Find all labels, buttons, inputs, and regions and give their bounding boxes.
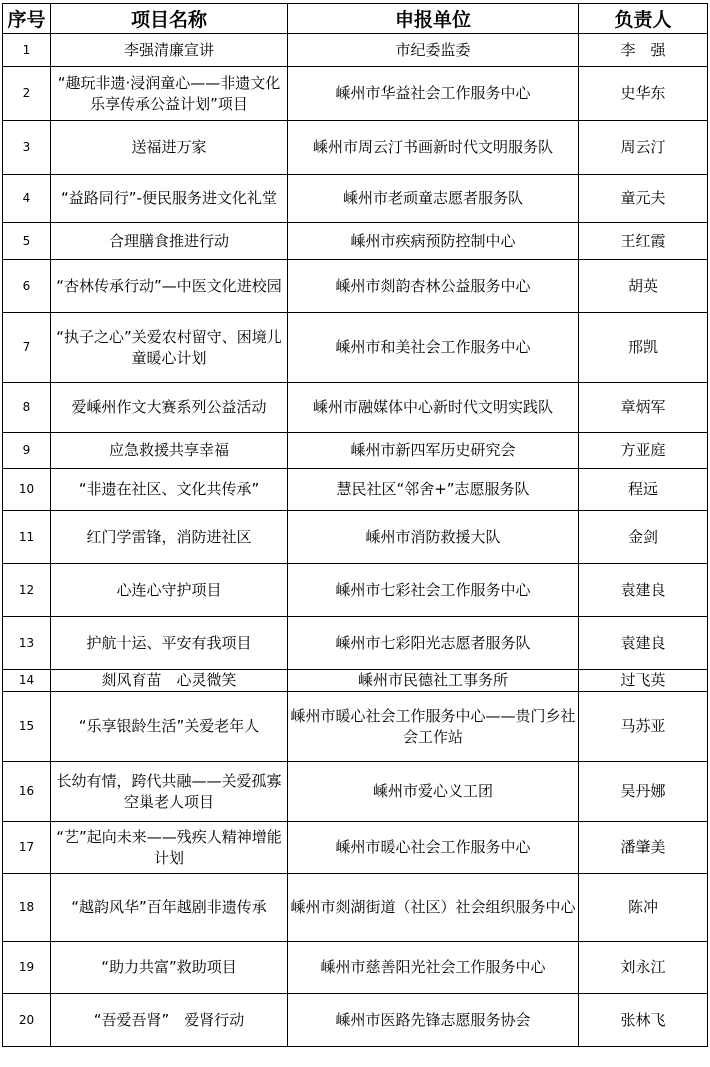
row-number: 2	[3, 67, 51, 121]
project-table	[2, 3, 708, 1047]
table-row	[3, 874, 708, 942]
person-in-charge: 童元夫	[579, 175, 708, 223]
project-name: 心连心守护项目	[51, 564, 288, 617]
table-row	[3, 67, 708, 121]
person-in-charge: 王红霞	[579, 223, 708, 260]
table-row	[3, 34, 708, 67]
row-number: 4	[3, 175, 51, 223]
person-in-charge: 袁建良	[579, 617, 708, 670]
table-row	[3, 564, 708, 617]
applicant-unit: 嵊州市七彩阳光志愿者服务队	[288, 617, 579, 670]
header-project-name: 项目名称	[51, 4, 288, 34]
header-person-in-charge: 负责人	[579, 4, 708, 34]
header-row	[3, 4, 708, 34]
project-name: 长幼有情，跨代共融——关爱孤寡空巢老人项目	[51, 762, 288, 822]
person-in-charge: 金剑	[579, 511, 708, 564]
table-row	[3, 511, 708, 564]
row-number: 1	[3, 34, 51, 67]
applicant-unit: 慧民社区“邻舍+”志愿服务队	[288, 469, 579, 511]
row-number: 17	[3, 822, 51, 874]
person-in-charge: 程远	[579, 469, 708, 511]
applicant-unit: 嵊州市剡韵杏林公益服务中心	[288, 260, 579, 313]
project-name: “吾爱吾肾” 爱肾行动	[51, 994, 288, 1047]
applicant-unit: 嵊州市七彩社会工作服务中心	[288, 564, 579, 617]
project-name: 合理膳食推进行动	[51, 223, 288, 260]
project-name: 李强清廉宣讲	[51, 34, 288, 67]
person-in-charge: 邢凯	[579, 313, 708, 383]
project-name: 护航十运、平安有我项目	[51, 617, 288, 670]
project-name: “非遗在社区、文化共传承”	[51, 469, 288, 511]
person-in-charge: 潘肇美	[579, 822, 708, 874]
table-row	[3, 433, 708, 469]
project-name: 剡风育苗 心灵微笑	[51, 670, 288, 692]
project-name: “艺”起向未来——残疾人精神增能计划	[51, 822, 288, 874]
table-row	[3, 175, 708, 223]
row-number: 3	[3, 121, 51, 175]
table-row	[3, 617, 708, 670]
project-name: “乐享银龄生活”关爱老年人	[51, 692, 288, 762]
person-in-charge: 刘永江	[579, 942, 708, 994]
project-name: 红门学雷锋，消防进社区	[51, 511, 288, 564]
applicant-unit: 嵊州市周云汀书画新时代文明服务队	[288, 121, 579, 175]
project-name: 爱嵊州作文大赛系列公益活动	[51, 383, 288, 433]
table-row	[3, 223, 708, 260]
table-row	[3, 942, 708, 994]
applicant-unit: 市纪委监委	[288, 34, 579, 67]
applicant-unit: 嵊州市疾病预防控制中心	[288, 223, 579, 260]
person-in-charge: 吴丹娜	[579, 762, 708, 822]
row-number: 13	[3, 617, 51, 670]
row-number: 15	[3, 692, 51, 762]
applicant-unit: 嵊州市民德社工事务所	[288, 670, 579, 692]
person-in-charge: 章炳军	[579, 383, 708, 433]
row-number: 10	[3, 469, 51, 511]
row-number: 14	[3, 670, 51, 692]
table-row	[3, 670, 708, 692]
applicant-unit: 嵊州市暖心社会工作服务中心——贵门乡社会工作站	[288, 692, 579, 762]
applicant-unit: 嵊州市新四军历史研究会	[288, 433, 579, 469]
row-number: 5	[3, 223, 51, 260]
table-row	[3, 383, 708, 433]
applicant-unit: 嵊州市消防救援大队	[288, 511, 579, 564]
person-in-charge: 史华东	[579, 67, 708, 121]
table-row	[3, 121, 708, 175]
applicant-unit: 嵊州市华益社会工作服务中心	[288, 67, 579, 121]
row-number: 7	[3, 313, 51, 383]
person-in-charge: 马苏亚	[579, 692, 708, 762]
person-in-charge: 周云汀	[579, 121, 708, 175]
row-number: 8	[3, 383, 51, 433]
applicant-unit: 嵊州市剡湖街道（社区）社会组织服务中心	[288, 874, 579, 942]
project-name: “越韵风华”百年越剧非遗传承	[51, 874, 288, 942]
applicant-unit: 嵊州市医路先锋志愿服务协会	[288, 994, 579, 1047]
person-in-charge: 胡英	[579, 260, 708, 313]
person-in-charge: 方亚庭	[579, 433, 708, 469]
row-number: 9	[3, 433, 51, 469]
table-row	[3, 692, 708, 762]
project-name: “杏林传承行动”—中医文化进校园	[51, 260, 288, 313]
row-number: 20	[3, 994, 51, 1047]
row-number: 18	[3, 874, 51, 942]
table-row	[3, 994, 708, 1047]
row-number: 16	[3, 762, 51, 822]
applicant-unit: 嵊州市和美社会工作服务中心	[288, 313, 579, 383]
person-in-charge: 袁建良	[579, 564, 708, 617]
table-row	[3, 313, 708, 383]
applicant-unit: 嵊州市慈善阳光社会工作服务中心	[288, 942, 579, 994]
table-row	[3, 822, 708, 874]
row-number: 11	[3, 511, 51, 564]
person-in-charge: 过飞英	[579, 670, 708, 692]
header-no: 序号	[3, 4, 51, 34]
person-in-charge: 李 强	[579, 34, 708, 67]
project-name: “益路同行”-便民服务进文化礼堂	[51, 175, 288, 223]
project-name: “执子之心”关爱农村留守、困境儿童暖心计划	[51, 313, 288, 383]
applicant-unit: 嵊州市暖心社会工作服务中心	[288, 822, 579, 874]
person-in-charge: 张林飞	[579, 994, 708, 1047]
project-name: “趣玩非遗·浸润童心——非遗文化乐享传承公益计划”项目	[51, 67, 288, 121]
header-applicant-unit: 申报单位	[288, 4, 579, 34]
row-number: 19	[3, 942, 51, 994]
project-name: “助力共富”救助项目	[51, 942, 288, 994]
project-name: 送福进万家	[51, 121, 288, 175]
applicant-unit: 嵊州市融媒体中心新时代文明实践队	[288, 383, 579, 433]
table-row	[3, 762, 708, 822]
row-number: 12	[3, 564, 51, 617]
project-name: 应急救援共享幸福	[51, 433, 288, 469]
applicant-unit: 嵊州市老顽童志愿者服务队	[288, 175, 579, 223]
person-in-charge: 陈冲	[579, 874, 708, 942]
applicant-unit: 嵊州市爱心义工团	[288, 762, 579, 822]
table-row	[3, 469, 708, 511]
table-row	[3, 260, 708, 313]
row-number: 6	[3, 260, 51, 313]
